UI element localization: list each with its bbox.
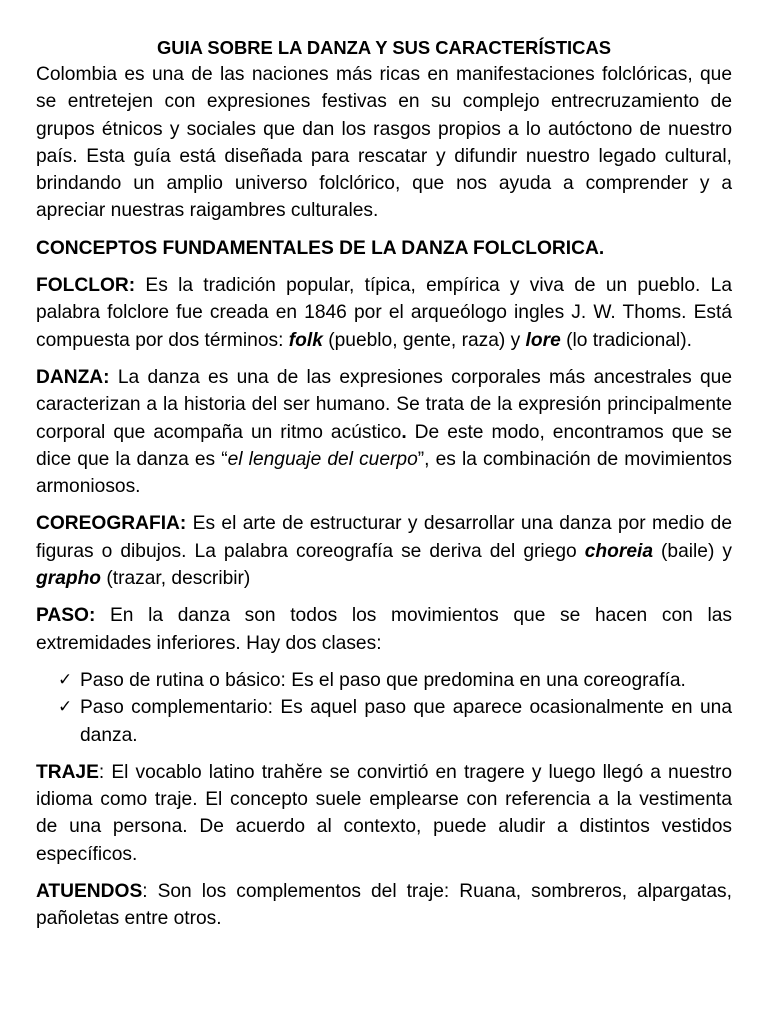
paso-list xyxy=(36,667,732,749)
folclor-text-2: (pueblo, gente, raza) y xyxy=(322,329,526,351)
coreografia-word-choreia: choreia xyxy=(584,540,653,562)
paso-text: En la danza son todos los movimientos que se hacen con las extremidades inferiores. Hay dos clases: xyxy=(36,605,732,654)
coreografia-text-3: (trazar, describir) xyxy=(101,568,251,590)
paso-paragraph xyxy=(36,602,732,657)
danza-bold-period: . xyxy=(401,421,407,443)
traje-text: : El vocablo latino trahĕre se convirtió en tragere y luego llegó a nuestro idioma como traje. El concepto suele emplearse con referencia a la vestimenta de una persona. De acuerdo al contexto, puede aludir a distintos vestidos específicos. xyxy=(36,761,732,865)
atuendos-term: ATUENDOS xyxy=(36,881,143,903)
intro-paragraph: Colombia es una de las naciones más ricas en manifestaciones folclóricas, que se entretejen con expresiones festivas en su complejo entrecruzamiento de grupos étnicos y sociales que dan los rasgos propios a lo autóctono de nuestro país. Esta guía está diseñada para rescatar y difundir nuestro legado cultural, brindando un amplio universo folclórico, que nos ayuda a comprender y a apreciar nuestras raigambres culturales. xyxy=(36,64,732,222)
folclor-text-1: Es la tradición popular, típica, empírica y viva de un pueblo. La palabra folclore fue creada en 1846 por el arqueólogo ingles J. W. Thoms. Está compuesta por dos términos: xyxy=(36,275,732,351)
danza-paragraph xyxy=(36,364,732,500)
traje-term: TRAJE xyxy=(36,761,99,783)
danza-quote: el lenguaje del cuerpo xyxy=(227,448,418,470)
danza-text-2: De este modo, encontramos que se dice que la danza es “ xyxy=(36,421,732,470)
folclor-word-lore: lore xyxy=(525,329,561,351)
coreografia-text-1: Es el arte de estructurar y desarrollar una danza por medio de figuras o dibujos. La palabra coreografía se deriva del griego xyxy=(36,513,732,562)
section-heading: CONCEPTOS FUNDAMENTALES DE LA DANZA FOLCLORICA. xyxy=(36,237,605,259)
folclor-term: FOLCLOR: xyxy=(36,275,136,297)
atuendos-paragraph xyxy=(36,878,732,933)
check-icon: ✓ xyxy=(58,669,73,690)
list-item-text: Paso de rutina o básico: Es el paso que predomina en una coreografía. xyxy=(80,669,686,691)
atuendos-text: : Son los complementos del traje: Ruana, sombreros, alpargatas, pañoletas entre otros. xyxy=(36,881,732,930)
danza-text-1: La danza es una de las expresiones corporales más ancestrales que caracterizan a la historia del ser humano. Se trata de la expresión principalmente corporal que acompaña un ritmo acústico xyxy=(36,366,732,443)
list-item xyxy=(58,694,732,749)
folclor-paragraph xyxy=(36,272,732,354)
folclor-text-3: (lo tradicional). xyxy=(560,329,692,351)
danza-text-3: ”, es la combinación de movimientos armoniosos. xyxy=(36,448,732,498)
danza-term: DANZA: xyxy=(36,366,110,388)
coreografia-paragraph xyxy=(36,510,732,592)
check-icon: ✓ xyxy=(58,697,73,718)
folclor-word-folk: folk xyxy=(288,329,323,351)
list-item-text: Paso complementario: Es aquel paso que aparece ocasionalmente en una danza. xyxy=(80,697,732,746)
traje-paragraph xyxy=(36,759,732,868)
coreografia-text-2: (baile) y xyxy=(653,540,733,562)
paso-term: PASO: xyxy=(36,605,96,627)
document-title: GUIA SOBRE LA DANZA Y SUS CARACTERÍSTICAS xyxy=(156,37,611,58)
coreografia-term: COREOGRAFIA: xyxy=(36,513,187,535)
coreografia-word-grapho: grapho xyxy=(36,568,102,590)
list-item xyxy=(58,667,732,694)
